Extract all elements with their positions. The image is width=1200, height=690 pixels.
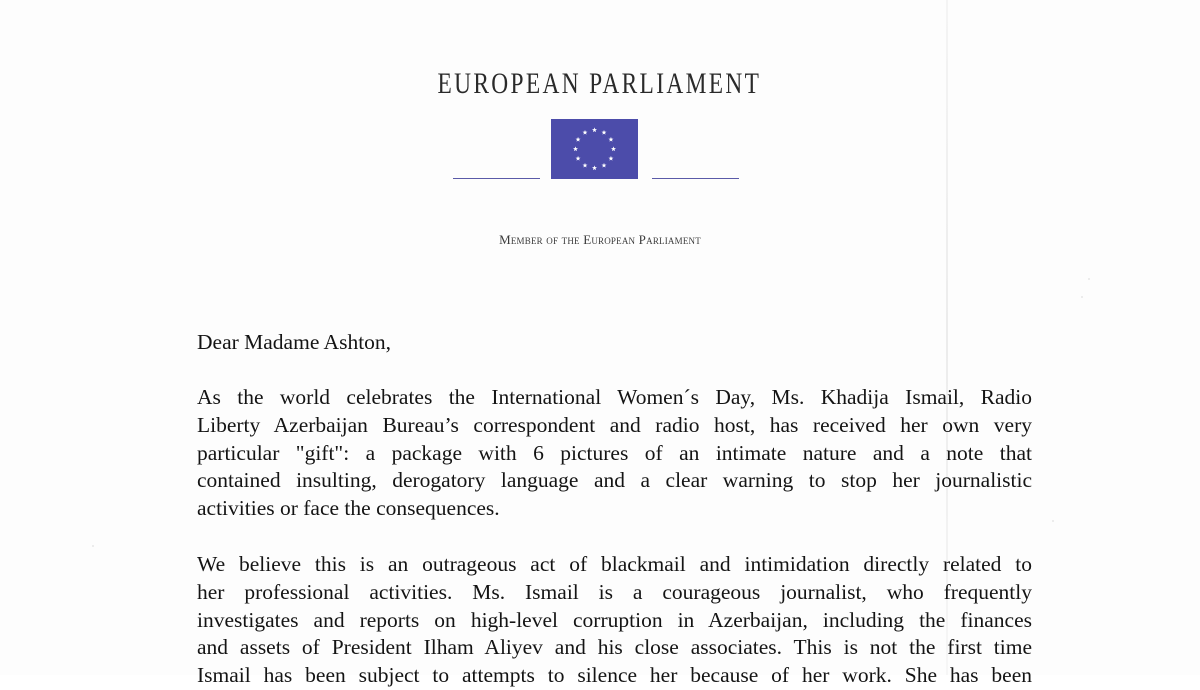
paragraph-1 (197, 384, 1032, 523)
eu-flag-stars (551, 119, 638, 179)
scan-speck (1052, 520, 1054, 522)
scan-speck (1088, 278, 1090, 280)
salutation: Dear Madame Ashton, (197, 330, 392, 354)
star-icon (573, 146, 578, 151)
star-icon (592, 165, 597, 170)
paragraph-2-line: Ismail has been subject to attempts to silence her because of her work. She has been (197, 663, 1032, 688)
letterhead-subtitle: Member of the European Parliament (499, 232, 701, 247)
paragraph-1-line: As the world celebrates the International Women´s Day, Ms. Khadija Ismail, Radio (197, 385, 1032, 409)
star-icon (583, 130, 588, 135)
paragraph-2 (197, 551, 1032, 690)
star-icon (602, 130, 607, 135)
star-icon (576, 137, 581, 142)
paragraph-2-line: and assets of President Ilham Aliyev and his close associates. This is not the first time (197, 635, 1032, 660)
paragraph-2-line: her professional activities. Ms. Ismail is a courageous journalist, who frequently (197, 579, 1032, 604)
star-icon (608, 156, 613, 161)
paragraph-1-line: activities or face the consequences. (197, 496, 500, 521)
paragraph-2-line: We believe this is an outrageous act of blackmail and intimidation directly related to (197, 552, 1032, 576)
star-icon (576, 156, 581, 161)
scan-speck (92, 545, 94, 547)
paragraph-1-line: particular "gift": a package with 6 pictures of an intimate nature and a note that (197, 440, 1032, 465)
letterhead-rule-right (652, 178, 739, 179)
star-icon (602, 163, 607, 168)
letterhead-rule-left (453, 178, 540, 179)
paragraph-2-line: investigates and reports on high-level corruption in Azerbaijan, including the finances (197, 607, 1032, 632)
star-icon (592, 127, 597, 132)
paragraph-1-line: Liberty Azerbaijan Bureau’s correspondent and radio host, has received her own very (197, 412, 1032, 437)
scan-speck (1081, 296, 1083, 298)
star-icon (583, 163, 588, 168)
star-icon (611, 146, 616, 151)
paragraph-1-line: contained insulting, derogatory language and a clear warning to stop her journalistic (197, 468, 1032, 493)
star-icon (608, 137, 613, 142)
letterhead-title: EUROPEAN PARLIAMENT (437, 67, 762, 100)
eu-flag-icon (551, 119, 638, 179)
